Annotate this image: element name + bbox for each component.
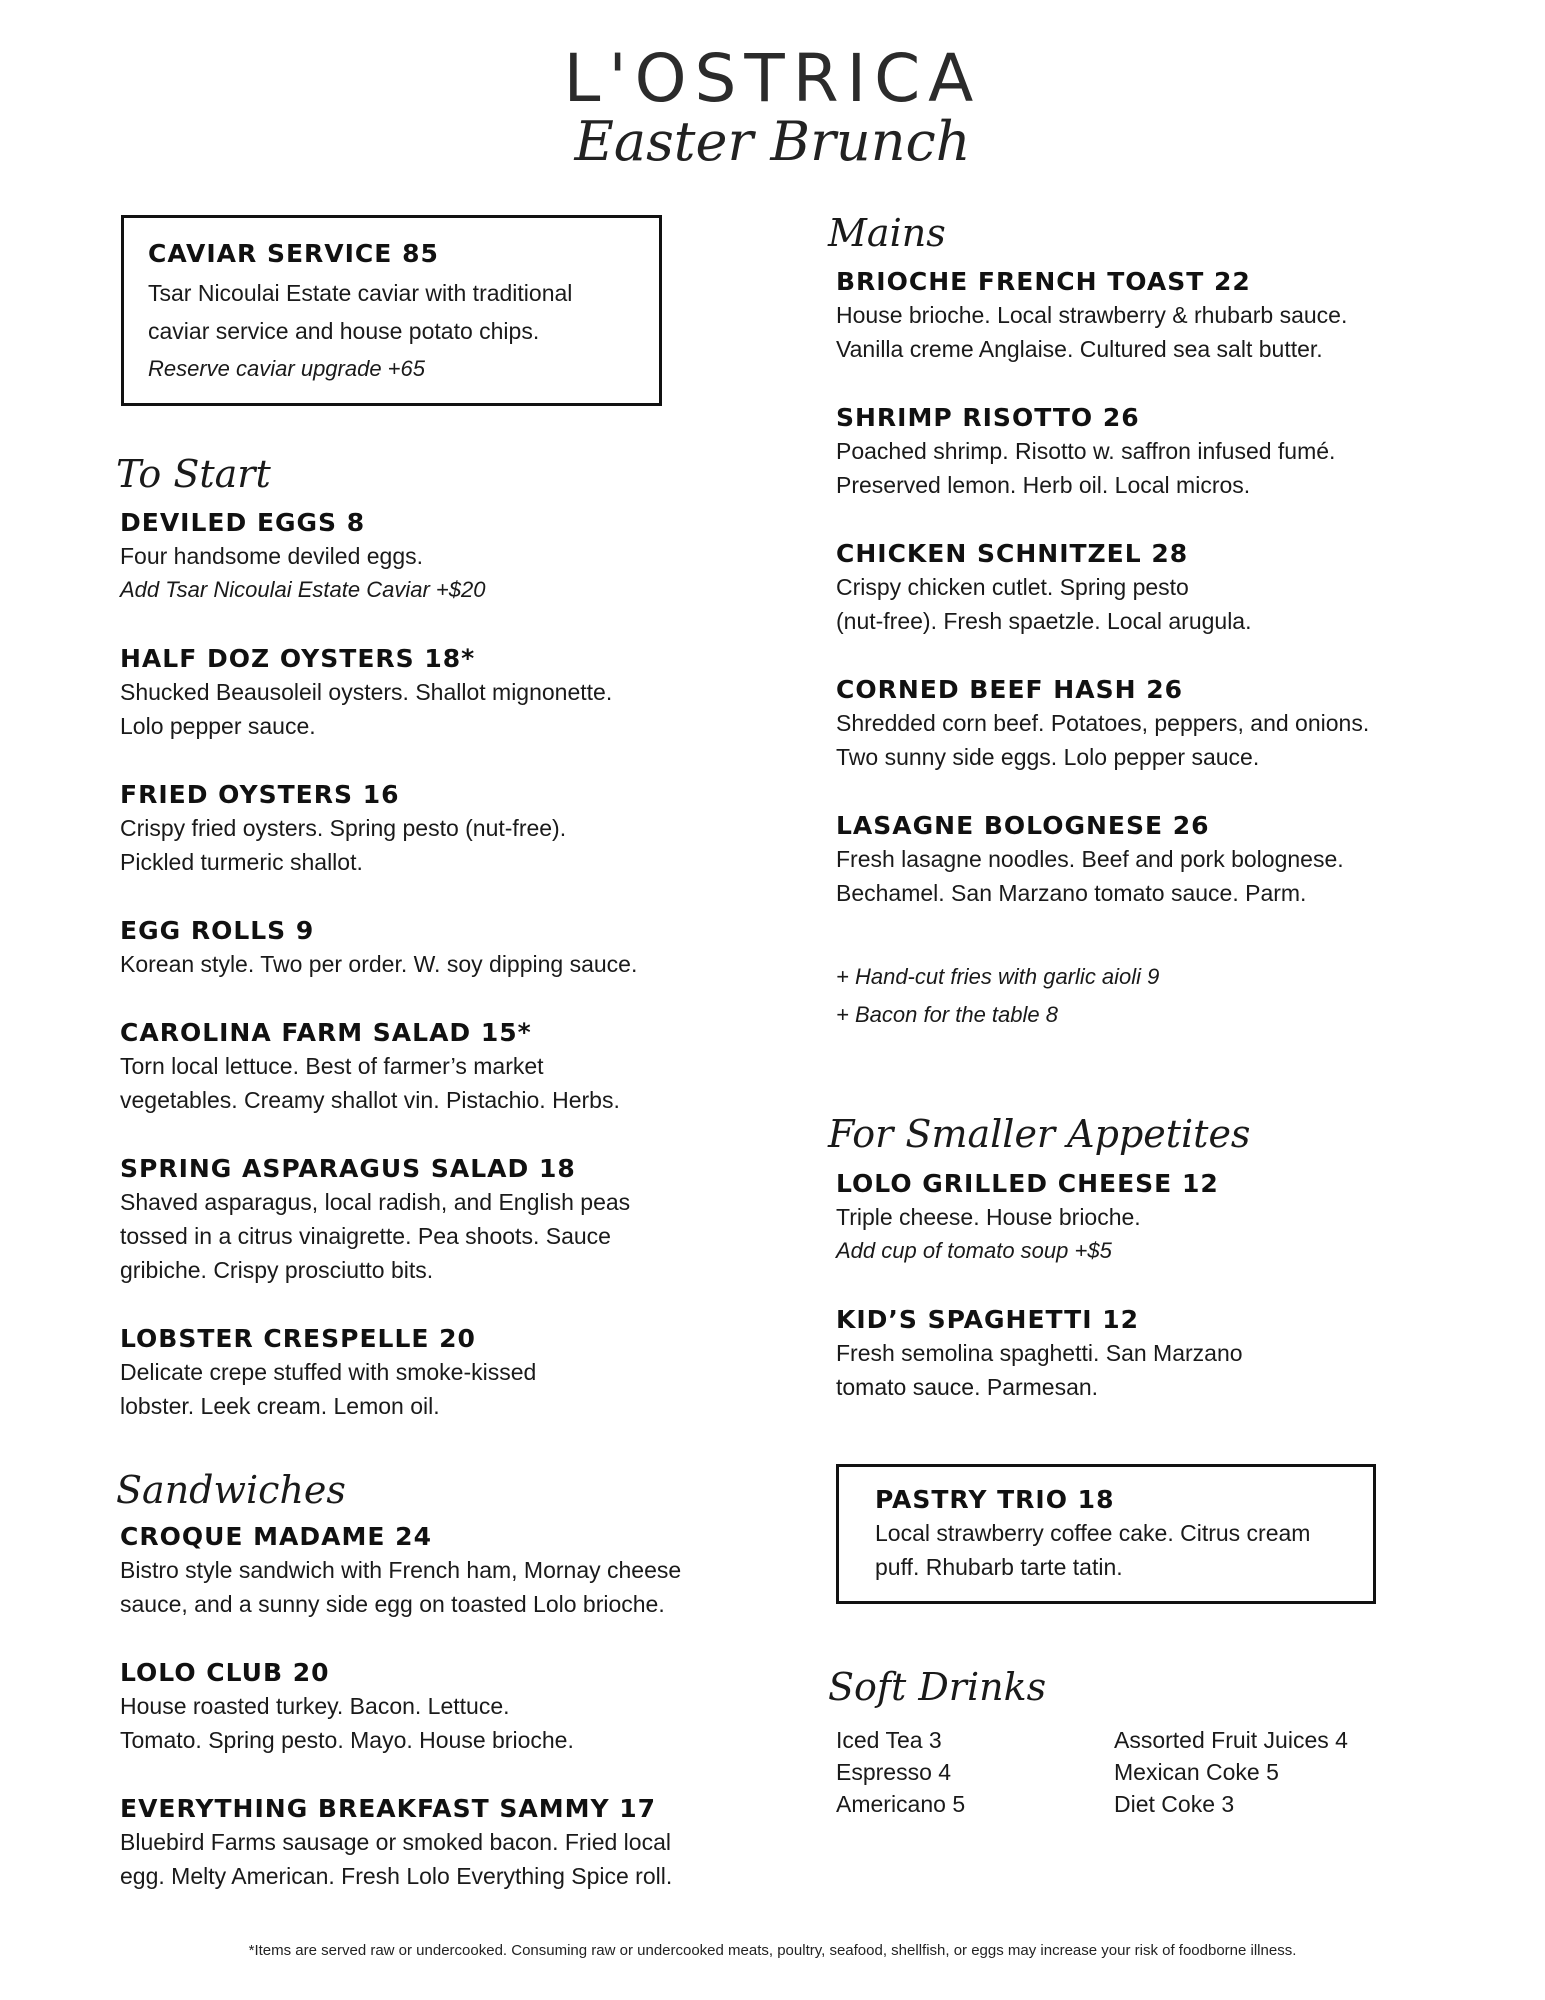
- item-desc: tomato sauce. Parmesan.: [836, 1374, 1099, 1400]
- item-desc: Four handsome deviled eggs.: [120, 543, 424, 569]
- pastry-desc-2: puff. Rhubarb tarte tatin.: [875, 1554, 1123, 1580]
- item-desc: House brioche. Local strawberry & rhubarb sauce.: [836, 302, 1348, 328]
- item-title: EGG ROLLS 9: [120, 916, 315, 945]
- item-chicken-schnitzel: [836, 538, 1496, 638]
- item-half-doz-oysters: [120, 643, 740, 743]
- caviar-desc-2: caviar service and house potato chips.: [148, 318, 540, 344]
- restaurant-name: L'OSTRICA: [563, 40, 982, 117]
- drinks-column-1: [836, 1724, 1116, 1820]
- item-title: SPRING ASPARAGUS SALAD 18: [120, 1154, 576, 1183]
- section-smaller-appetites: For Smaller Appetites: [828, 1112, 1251, 1156]
- drink-item: Assorted Fruit Juices 4: [1114, 1727, 1348, 1753]
- item-lolo-grilled-cheese: [836, 1168, 1496, 1268]
- item-title: KID’S SPAGHETTI 12: [836, 1305, 1140, 1334]
- item-desc: Preserved lemon. Herb oil. Local micros.: [836, 472, 1251, 498]
- item-desc: Crispy fried oysters. Spring pesto (nut-free).: [120, 815, 567, 841]
- item-title: CORNED BEEF HASH 26: [836, 675, 1183, 704]
- mains-addons: [836, 958, 1496, 1034]
- addon-bacon: + Bacon for the table 8: [836, 1002, 1058, 1027]
- item-deviled-eggs: [120, 507, 740, 607]
- item-desc: Shaved asparagus, local radish, and English peas: [120, 1189, 631, 1215]
- item-title: CAROLINA FARM SALAD 15*: [120, 1018, 532, 1047]
- item-desc: Lolo pepper sauce.: [120, 713, 316, 739]
- item-shrimp-risotto: [836, 402, 1496, 502]
- section-soft-drinks: Soft Drinks: [828, 1665, 1047, 1709]
- item-desc: Shucked Beausoleil oysters. Shallot mignonette.: [120, 679, 613, 705]
- item-desc: (nut-free). Fresh spaetzle. Local arugula.: [836, 608, 1252, 634]
- caviar-note: Reserve caviar upgrade +65: [148, 356, 425, 381]
- item-desc: Fresh lasagne noodles. Beef and pork bolognese.: [836, 846, 1344, 872]
- item-title: BRIOCHE FRENCH TOAST 22: [836, 267, 1251, 296]
- item-desc: House roasted turkey. Bacon. Lettuce.: [120, 1693, 510, 1719]
- item-desc: sauce, and a sunny side egg on toasted Lolo brioche.: [120, 1591, 665, 1617]
- item-desc: egg. Melty American. Fresh Lolo Everything Spice roll.: [120, 1863, 673, 1889]
- item-note: Add cup of tomato soup +$5: [836, 1238, 1112, 1263]
- item-desc: Tomato. Spring pesto. Mayo. House brioche.: [120, 1727, 574, 1753]
- item-desc: Vanilla creme Anglaise. Cultured sea salt butter.: [836, 336, 1323, 362]
- item-desc: vegetables. Creamy shallot vin. Pistachio. Herbs.: [120, 1087, 620, 1113]
- drink-item: Americano 5: [836, 1791, 966, 1817]
- item-everything-breakfast-sammy: [120, 1793, 800, 1893]
- item-desc: Poached shrimp. Risotto w. saffron infused fumé.: [836, 438, 1336, 464]
- item-kids-spaghetti: [836, 1304, 1496, 1404]
- drink-item: Iced Tea 3: [836, 1727, 942, 1753]
- item-lobster-crespelle: [120, 1323, 740, 1423]
- section-to-start: To Start: [116, 452, 271, 496]
- addon-fries: + Hand-cut fries with garlic aioli 9: [836, 964, 1160, 989]
- item-desc: Fresh semolina spaghetti. San Marzano: [836, 1340, 1243, 1366]
- item-title: LASAGNE BOLOGNESE 26: [836, 811, 1210, 840]
- item-fried-oysters: [120, 779, 740, 879]
- item-desc: Pickled turmeric shallot.: [120, 849, 363, 875]
- item-title: LOLO CLUB 20: [120, 1658, 330, 1687]
- item-lasagne-bolognese: [836, 810, 1496, 910]
- section-sandwiches: Sandwiches: [116, 1468, 346, 1512]
- item-title: CHICKEN SCHNITZEL 28: [836, 539, 1189, 568]
- item-desc: Bistro style sandwich with French ham, Mornay cheese: [120, 1557, 682, 1583]
- item-lolo-club: [120, 1657, 800, 1757]
- item-title: SHRIMP RISOTTO 26: [836, 403, 1140, 432]
- item-egg-rolls: [120, 915, 740, 981]
- item-desc: tossed in a citrus vinaigrette. Pea shoots. Sauce: [120, 1223, 611, 1249]
- item-desc: Bechamel. San Marzano tomato sauce. Parm.: [836, 880, 1307, 906]
- item-desc: Bluebird Farms sausage or smoked bacon. Fried local: [120, 1829, 671, 1855]
- item-brioche-french-toast: [836, 266, 1496, 366]
- drink-item: Mexican Coke 5: [1114, 1759, 1279, 1785]
- pastry-trio-box: [836, 1464, 1376, 1604]
- item-title: HALF DOZ OYSTERS 18*: [120, 644, 476, 673]
- item-desc: Two sunny side eggs. Lolo pepper sauce.: [836, 744, 1260, 770]
- item-desc: Delicate crepe stuffed with smoke-kissed: [120, 1359, 537, 1385]
- caviar-service-box: [121, 215, 662, 406]
- caviar-title: CAVIAR SERVICE 85: [148, 239, 439, 268]
- pastry-title: PASTRY TRIO 18: [875, 1485, 1115, 1514]
- item-desc: Korean style. Two per order. W. soy dipping sauce.: [120, 951, 638, 977]
- item-title: LOLO GRILLED CHEESE 12: [836, 1169, 1219, 1198]
- section-mains: Mains: [828, 211, 946, 255]
- pastry-desc-1: Local strawberry coffee cake. Citrus cream: [875, 1520, 1311, 1546]
- item-desc: gribiche. Crispy prosciutto bits.: [120, 1257, 434, 1283]
- item-desc: Torn local lettuce. Best of farmer’s market: [120, 1053, 544, 1079]
- item-title: DEVILED EGGS 8: [120, 508, 366, 537]
- item-note: Add Tsar Nicoulai Estate Caviar +$20: [120, 577, 486, 602]
- item-title: CROQUE MADAME 24: [120, 1522, 432, 1551]
- item-carolina-farm-salad: [120, 1017, 740, 1117]
- item-title: EVERYTHING BREAKFAST SAMMY 17: [120, 1794, 657, 1823]
- item-title: FRIED OYSTERS 16: [120, 780, 400, 809]
- drink-item: Diet Coke 3: [1114, 1791, 1235, 1817]
- item-desc: Shredded corn beef. Potatoes, peppers, and onions.: [836, 710, 1370, 736]
- item-title: LOBSTER CRESPELLE 20: [120, 1324, 476, 1353]
- item-desc: Crispy chicken cutlet. Spring pesto: [836, 574, 1189, 600]
- caviar-desc-1: Tsar Nicoulai Estate caviar with traditional: [148, 280, 573, 306]
- item-desc: lobster. Leek cream. Lemon oil.: [120, 1393, 440, 1419]
- item-corned-beef-hash: [836, 674, 1516, 774]
- item-desc: Triple cheese. House brioche.: [836, 1204, 1141, 1230]
- raw-food-disclaimer: *Items are served raw or undercooked. Consuming raw or undercooked meats, poultry, seafood, shellfish, or eggs may increase your risk of foodborne illness.: [248, 1942, 1297, 1959]
- drink-item: Espresso 4: [836, 1759, 952, 1785]
- item-spring-asparagus-salad: [120, 1153, 760, 1287]
- item-croque-madame: [120, 1521, 800, 1621]
- drinks-column-2: [1114, 1724, 1434, 1820]
- menu-subtitle: Easter Brunch: [574, 110, 971, 173]
